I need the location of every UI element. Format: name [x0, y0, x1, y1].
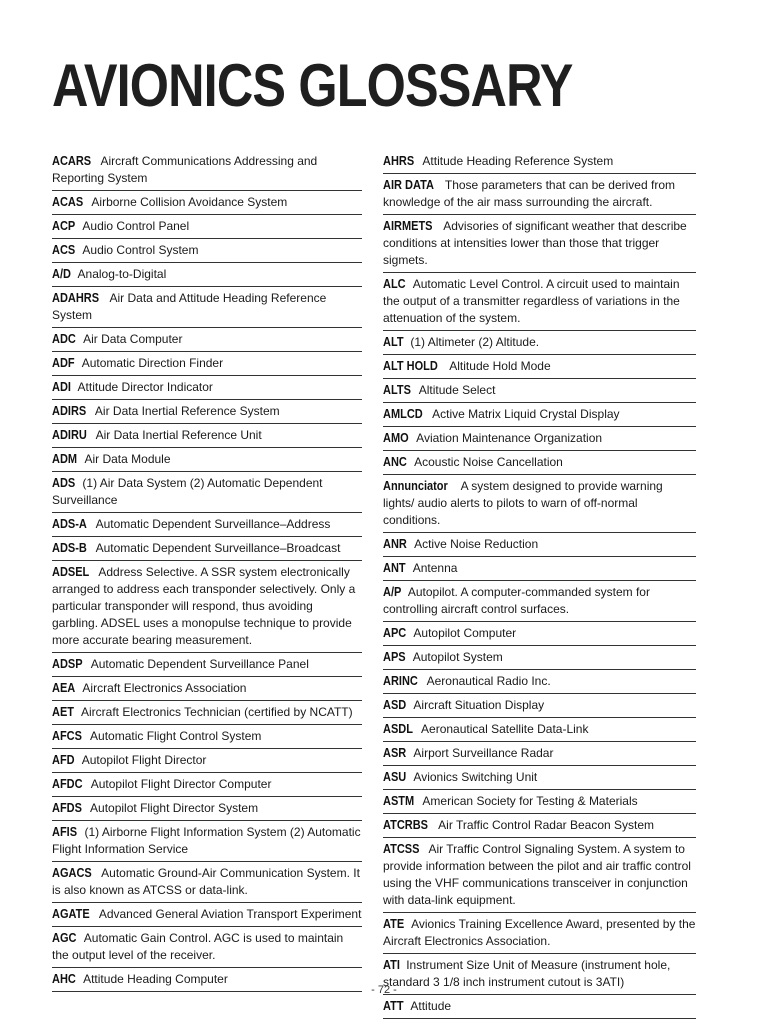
glossary-term: AFIS: [52, 825, 78, 839]
page-number: - 72 -: [371, 984, 397, 996]
glossary-term: AIRMETS: [383, 219, 433, 233]
glossary-definition: Audio Control System: [82, 243, 199, 257]
glossary-entry: [383, 581, 696, 622]
glossary-term: AGATE: [52, 907, 90, 921]
glossary-definition: Air Data Module: [84, 452, 171, 466]
glossary-term: AHRS: [383, 154, 415, 168]
glossary-definition: Avionics Training Excellence Award, presented by the Aircraft Electronics Association.: [383, 917, 696, 948]
glossary-term: ANC: [383, 455, 407, 469]
glossary-entry: [383, 718, 696, 742]
glossary-entry: [52, 263, 362, 287]
glossary-definition: Autopilot System: [412, 650, 503, 664]
glossary-definition: Attitude Heading Computer: [83, 972, 228, 986]
glossary-definition: Active Matrix Liquid Crystal Display: [432, 407, 620, 421]
glossary-term: APC: [383, 626, 407, 640]
glossary-entry: [52, 653, 362, 677]
glossary-term: ATI: [383, 958, 400, 972]
glossary-term: ADF: [52, 356, 75, 370]
glossary-term: AMLCD: [383, 407, 423, 421]
glossary-entry: [52, 424, 362, 448]
glossary-entry: [383, 403, 696, 427]
glossary-entry: [52, 561, 362, 653]
glossary-term: ATE: [383, 917, 405, 931]
glossary-entry: [52, 239, 362, 263]
glossary-definition: Air Data Computer: [83, 332, 183, 346]
glossary-definition: Autopilot Computer: [413, 626, 517, 640]
glossary-term: AFDC: [52, 777, 83, 791]
glossary-entry: [383, 331, 696, 355]
glossary-term: ACARS: [52, 154, 92, 168]
glossary-definition: (1) Altimeter (2) Altitude.: [410, 335, 540, 349]
glossary-definition: Automatic Ground-Air Communication System. It is also known as ATCSS or data-link.: [52, 866, 360, 897]
glossary-definition: Automatic Gain Control. AGC is used to maintain the output level of the receiver.: [52, 931, 344, 962]
glossary-term: ALTS: [383, 383, 411, 397]
glossary-entry: [52, 701, 362, 725]
glossary-definition: Audio Control Panel: [82, 219, 190, 233]
glossary-definition: Aircraft Electronics Technician (certified by NCATT): [81, 705, 353, 719]
glossary-entry: [383, 646, 696, 670]
glossary-term: ADIRS: [52, 404, 87, 418]
glossary-definition: Automatic Dependent Surveillance–Address: [95, 517, 331, 531]
glossary-term: ARINC: [383, 674, 418, 688]
glossary-definition: Attitude: [410, 999, 452, 1013]
glossary-entry: [383, 790, 696, 814]
glossary-entry: [52, 927, 362, 968]
glossary-term: ATT: [383, 999, 404, 1013]
glossary-entry: [52, 287, 362, 328]
glossary-definition: Acoustic Noise Cancellation: [414, 455, 563, 469]
glossary-entry: [383, 215, 696, 273]
glossary-term: AIR DATA: [383, 178, 434, 192]
glossary-entry: [52, 400, 362, 424]
glossary-term: AFDS: [52, 801, 82, 815]
glossary-definition: Autopilot. A computer-commanded system for controlling aircraft control surfaces.: [383, 585, 650, 616]
glossary-entry: [383, 557, 696, 581]
glossary-term: A/D: [52, 267, 71, 281]
glossary-term: ADC: [52, 332, 76, 346]
glossary-entry: [52, 376, 362, 400]
glossary-definition: A system designed to provide warning lights/ audio alerts to pilots to warn of off-normal conditions.: [383, 479, 663, 527]
glossary-entry: [383, 622, 696, 646]
glossary-entry: [52, 773, 362, 797]
glossary-term: ADIRU: [52, 428, 87, 442]
glossary-definition: Address Selective. A SSR system electronically arranged to address each transponder selectively. Only a particular transponder will respond, thus avoiding garbling. ADSEL uses a monopulse technique to provide more accurate bearing measurement.: [52, 565, 356, 647]
glossary-definition: Automatic Flight Control System: [90, 729, 262, 743]
glossary-entry: [383, 150, 696, 174]
glossary-term: ACS: [52, 243, 76, 257]
glossary-entry: [383, 475, 696, 533]
glossary-entry: [383, 533, 696, 557]
glossary-right-column: [383, 150, 696, 1019]
glossary-term: ANT: [383, 561, 406, 575]
glossary-definition: Automatic Dependent Surveillance Panel: [90, 657, 309, 671]
glossary-term: ADS: [52, 476, 76, 490]
glossary-definition: (1) Airborne Flight Information System (2) Automatic Flight Information Service: [52, 825, 361, 856]
glossary-definition: Air Data and Attitude Heading Reference System: [52, 291, 327, 322]
glossary-term: AFD: [52, 753, 75, 767]
glossary-definition: Autopilot Flight Director Computer: [90, 777, 272, 791]
glossary-entry: [52, 749, 362, 773]
glossary-term: ALC: [383, 277, 406, 291]
glossary-definition: Those parameters that can be derived from knowledge of the air mass surrounding the aircraft.: [383, 178, 675, 209]
glossary-term: ACAS: [52, 195, 84, 209]
glossary-term: Annunciator: [383, 479, 448, 493]
glossary-term: APS: [383, 650, 406, 664]
glossary-entry: [52, 513, 362, 537]
glossary-term: AFCS: [52, 729, 82, 743]
glossary-definition: Aircraft Situation Display: [413, 698, 545, 712]
glossary-entry: [52, 448, 362, 472]
glossary-definition: Automatic Dependent Surveillance–Broadcast: [95, 541, 341, 555]
glossary-entry: [383, 451, 696, 475]
glossary-definition: Altitude Select: [418, 383, 496, 397]
glossary-entry: [383, 838, 696, 913]
glossary-entry: [383, 174, 696, 215]
glossary-term: AGACS: [52, 866, 92, 880]
glossary-term: ATCRBS: [383, 818, 429, 832]
glossary-definition: Aircraft Electronics Association: [82, 681, 247, 695]
glossary-definition: Air Data Inertial Reference Unit: [95, 428, 262, 442]
glossary-left-column: [52, 150, 362, 992]
glossary-definition: Autopilot Flight Director System: [90, 801, 259, 815]
glossary-term: ADS-B: [52, 541, 87, 555]
glossary-entry: [383, 814, 696, 838]
glossary-term: AET: [52, 705, 74, 719]
glossary-term: ACP: [52, 219, 76, 233]
glossary-definition: Attitude Director Indicator: [77, 380, 213, 394]
glossary-entry: [52, 677, 362, 701]
glossary-term: ADAHRS: [52, 291, 100, 305]
glossary-entry: [383, 913, 696, 954]
glossary-definition: Air Traffic Control Signaling System. A system to provide information between the pilot and air traffic control using the VHF communications transceiver in conjunction with data-link equipment.: [383, 842, 691, 907]
glossary-term: ALT: [383, 335, 404, 349]
glossary-definition: Automatic Direction Finder: [81, 356, 224, 370]
glossary-term: ADSP: [52, 657, 83, 671]
glossary-definition: Air Traffic Control Radar Beacon System: [438, 818, 655, 832]
glossary-entry: [383, 379, 696, 403]
glossary-definition: Advisories of significant weather that describe conditions at intensities lower than those that trigger sigmets.: [383, 219, 687, 267]
glossary-entry: [52, 352, 362, 376]
glossary-definition: Advanced General Aviation Transport Experiment: [98, 907, 362, 921]
glossary-term: ANR: [383, 537, 407, 551]
glossary-definition: (1) Air Data System (2) Automatic Dependent Surveillance: [52, 476, 323, 507]
glossary-entry: [52, 797, 362, 821]
glossary-definition: Analog-to-Digital: [77, 267, 167, 281]
glossary-definition: Instrument Size Unit of Measure (instrument hole, standard 3 1/8 inch instrument cutout is 3ATI): [383, 958, 671, 989]
glossary-entry: [383, 273, 696, 331]
glossary-term: ASTM: [383, 794, 415, 808]
glossary-entry: [383, 355, 696, 379]
glossary-term: ATCSS: [383, 842, 420, 856]
glossary-definition: Aviation Maintenance Organization: [416, 431, 603, 445]
glossary-entry: [383, 995, 696, 1019]
glossary-term: AEA: [52, 681, 76, 695]
glossary-definition: Altitude Hold Mode: [449, 359, 551, 373]
glossary-definition: Airport Surveillance Radar: [413, 746, 554, 760]
glossary-term: ADI: [52, 380, 71, 394]
glossary-term: ASR: [383, 746, 407, 760]
glossary-term: ALT HOLD: [383, 359, 438, 373]
glossary-definition: Antenna: [412, 561, 458, 575]
glossary-entry: [52, 725, 362, 749]
glossary-term: AHC: [52, 972, 76, 986]
glossary-definition: Attitude Heading Reference System: [422, 154, 614, 168]
glossary-entry: [383, 670, 696, 694]
glossary-entry: [383, 742, 696, 766]
glossary-entry: [52, 821, 362, 862]
glossary-term: ASU: [383, 770, 407, 784]
glossary-definition: Automatic Level Control. A circuit used to maintain the output of a transmitter regardless of variations in the attenuation of the system.: [383, 277, 680, 325]
page-title: AVIONICS GLOSSARY: [52, 52, 573, 119]
glossary-entry: [52, 191, 362, 215]
glossary-definition: American Society for Testing & Materials: [422, 794, 638, 808]
glossary-term: ASD: [383, 698, 407, 712]
glossary-term: ADS-A: [52, 517, 87, 531]
glossary-definition: Aircraft Communications Addressing and Reporting System: [52, 154, 318, 185]
glossary-term: ADM: [52, 452, 78, 466]
glossary-definition: Aeronautical Satellite Data-Link: [421, 722, 589, 736]
glossary-definition: Active Noise Reduction: [414, 537, 539, 551]
glossary-entry: [52, 862, 362, 903]
glossary-term: A/P: [383, 585, 402, 599]
glossary-definition: Aeronautical Radio Inc.: [426, 674, 551, 688]
glossary-entry: [383, 694, 696, 718]
glossary-term: AMO: [383, 431, 409, 445]
glossary-definition: Airborne Collision Avoidance System: [91, 195, 288, 209]
glossary-entry: [52, 537, 362, 561]
glossary-entry: [52, 903, 362, 927]
glossary-entry: [52, 215, 362, 239]
glossary-entry: [52, 472, 362, 513]
glossary-entry: [383, 427, 696, 451]
glossary-definition: Avionics Switching Unit: [413, 770, 538, 784]
glossary-definition: Autopilot Flight Director: [81, 753, 207, 767]
glossary-definition: Air Data Inertial Reference System: [94, 404, 280, 418]
glossary-term: ASDL: [383, 722, 413, 736]
glossary-entry: [52, 328, 362, 352]
glossary-term: ADSEL: [52, 565, 90, 579]
glossary-entry: [383, 766, 696, 790]
glossary-term: AGC: [52, 931, 77, 945]
glossary-entry: [52, 150, 362, 191]
